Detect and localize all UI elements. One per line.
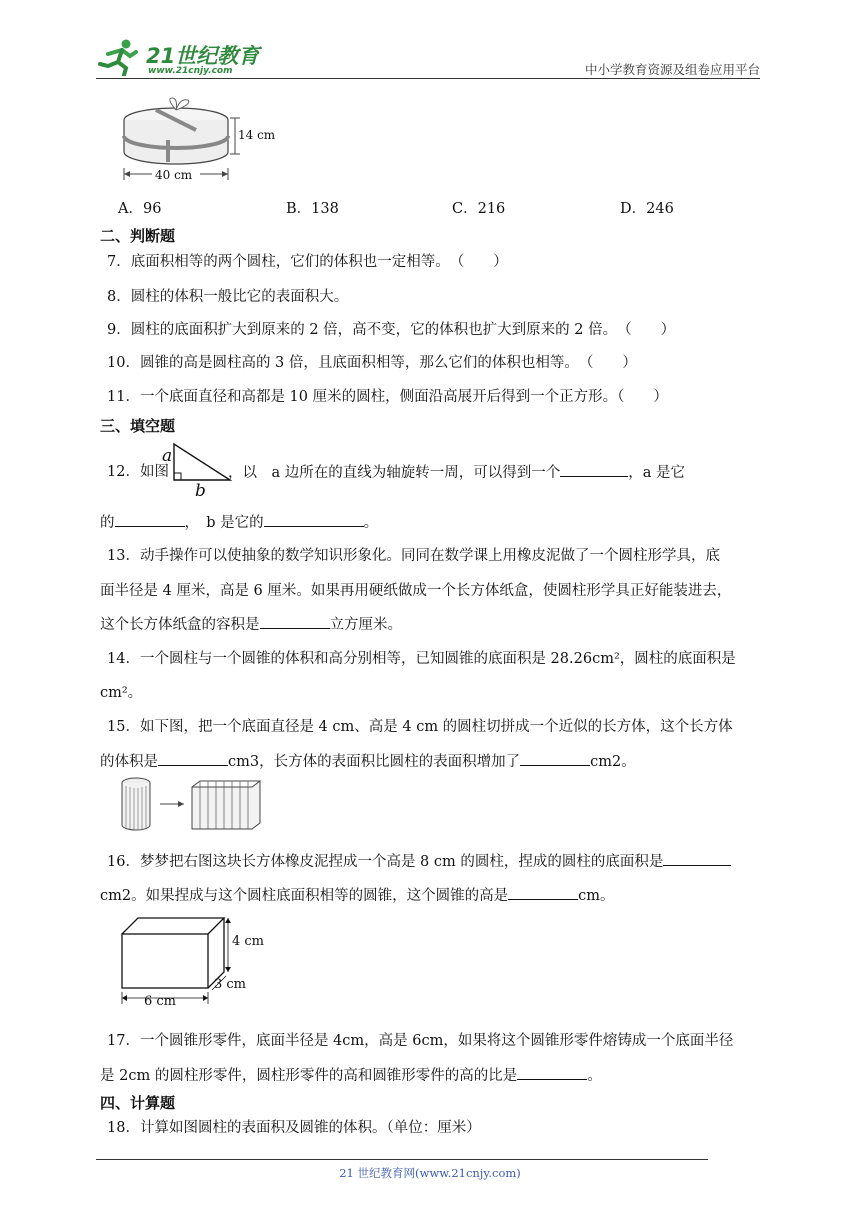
logo-text: 21世纪教育 bbox=[146, 44, 260, 68]
question-12-line1-rest: ，以 a 边所在的直线为轴旋转一周，可以得到一个 ，a 是它 bbox=[228, 462, 685, 483]
gift-box-width-label: 40 cm bbox=[155, 168, 193, 182]
question-16-line2: cm2。如果捏成与这个圆柱底面积相等的圆锥，这个圆锥的高是 cm。 bbox=[100, 885, 614, 906]
blank[interactable] bbox=[520, 751, 590, 766]
footer-rule bbox=[96, 1159, 708, 1160]
question-15-line2: 的体积是 cm3，长方体的表面积比圆柱的表面积增加了 cm2。 bbox=[100, 751, 636, 772]
blank[interactable] bbox=[663, 851, 731, 866]
blank[interactable] bbox=[158, 751, 228, 766]
question-14-line2: cm²。 bbox=[100, 685, 143, 701]
option-a: A．96 bbox=[118, 201, 162, 217]
question-7: 7．底面积相等的两个圆柱，它们的体积也一定相等。 （ ） bbox=[107, 254, 508, 270]
cylinder-to-cuboid-figure bbox=[116, 775, 266, 835]
question-12-line2: 的 ， b 是它的 。 bbox=[100, 512, 378, 533]
cuboid-width-label: 6 cm bbox=[144, 994, 177, 1009]
option-c: C．216 bbox=[452, 201, 506, 217]
question-13-line3: 这个长方体纸盒的容积是 立方厘米。 bbox=[100, 614, 402, 635]
header bbox=[96, 36, 760, 78]
question-8: 8．圆柱的体积一般比它的表面积大。 bbox=[107, 289, 349, 305]
section-calc: 四、计算题 bbox=[100, 1094, 176, 1112]
question-10: 10．圆锥的高是圆柱高的 3 倍，且底面积相等，那么它们的体积也相等。 （ ） bbox=[107, 355, 637, 371]
blank[interactable] bbox=[517, 1065, 587, 1080]
question-13-line1: 13．动手操作可以使抽象的数学知识形象化。同同在数学课上用橡皮泥做了一个圆柱形学具，底 bbox=[107, 548, 720, 564]
question-9: 9．圆柱的底面积扩大到原来的 2 倍，高不变，它的体积也扩大到原来的 2 倍。 （ ） bbox=[107, 322, 676, 338]
cuboid-figure bbox=[116, 914, 266, 1010]
blank[interactable] bbox=[115, 512, 185, 527]
question-17-line2: 是 2cm 的圆柱形零件，圆柱形零件的高和圆锥形零件的高的比是 。 bbox=[100, 1065, 602, 1086]
cuboid-height-label: 4 cm bbox=[232, 934, 265, 949]
option-d: D．246 bbox=[620, 201, 674, 217]
blank[interactable] bbox=[264, 512, 364, 527]
option-b: B．138 bbox=[286, 201, 339, 217]
question-18: 18．计算如图圆柱的表面积及圆锥的体积。（单位：厘米） bbox=[107, 1120, 481, 1136]
question-15-line1: 15．如下图，把一个底面直径是 4 cm、高是 4 cm 的圆柱切拼成一个近似的长方体，这个长方体 bbox=[107, 719, 733, 735]
logo-url: www.21cnjy.com bbox=[148, 66, 233, 76]
triangle-label-a: a bbox=[162, 446, 173, 466]
question-16-line1: 16．梦梦把右图这块长方体橡皮泥捏成一个高是 8 cm 的圆柱，捏成的圆柱的底面积是 bbox=[107, 851, 731, 872]
platform-name: 中小学教育资源及组卷应用平台 bbox=[584, 62, 760, 77]
blank[interactable] bbox=[560, 462, 628, 477]
cuboid-depth-label: 3 cm bbox=[214, 977, 247, 992]
section-judge: 二、判断题 bbox=[100, 227, 176, 245]
logo-runner-icon bbox=[96, 38, 146, 76]
blank[interactable] bbox=[508, 885, 578, 900]
question-13-line2: 面半径是 4 厘米，高是 6 厘米。如果再用硬纸做成一个长方体纸盒，使圆柱形学具正好能装进去， bbox=[100, 583, 732, 599]
question-14-line1: 14．一个圆柱与一个圆锥的体积和高分别相等，已知圆锥的底面积是 28.26cm²，圆柱的底面积是 bbox=[107, 651, 736, 667]
triangle-label-b: b bbox=[195, 481, 206, 501]
footer-text: 21 世纪教育网(www.21cnjy.com) bbox=[339, 1166, 521, 1180]
question-17-line1: 17．一个圆锥形零件，底面半径是 4cm，高是 6cm，如果将这个圆锥形零件熔铸成一个底面半径 bbox=[107, 1033, 734, 1049]
q12-prefix: 12．如图 bbox=[107, 464, 169, 480]
header-rule bbox=[96, 78, 760, 79]
gift-box-height-label: 14 cm bbox=[238, 128, 276, 142]
blank[interactable] bbox=[260, 614, 330, 629]
question-11: 11．一个底面直径和高都是 10 厘米的圆柱，侧面沿高展开后得到一个正方形。（ ） bbox=[107, 389, 668, 405]
section-fill: 三、填空题 bbox=[100, 417, 176, 435]
